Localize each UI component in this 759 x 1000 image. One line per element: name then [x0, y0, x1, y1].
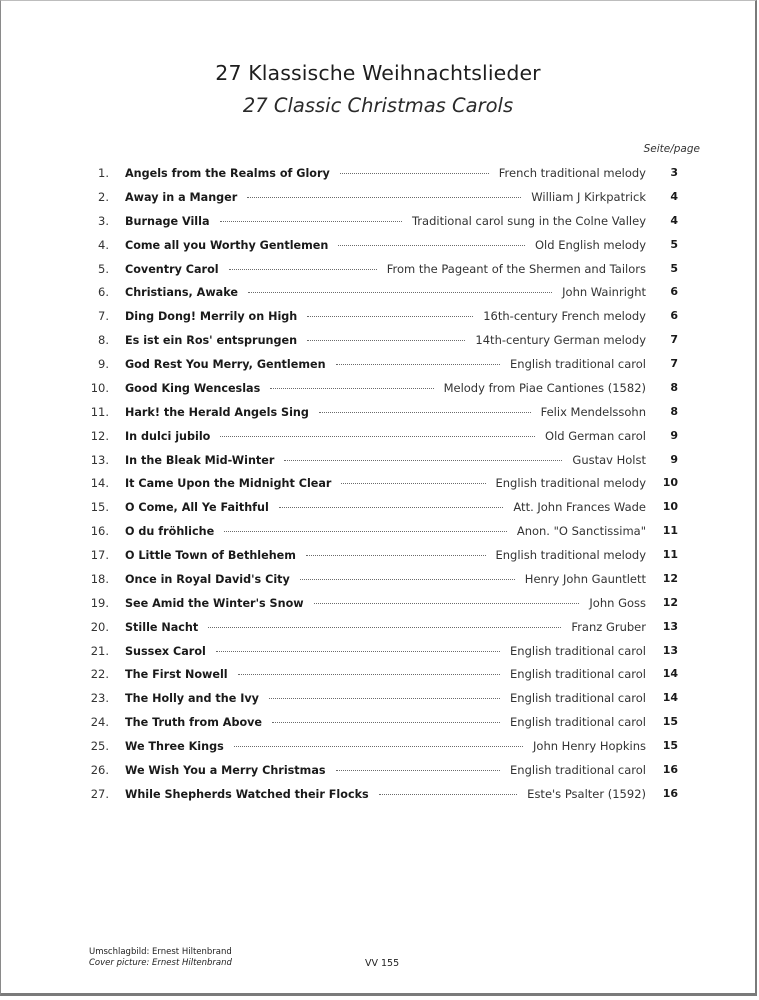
dotted-leader	[306, 541, 486, 556]
toc-entry-page[interactable]: 10	[662, 476, 678, 490]
toc-entry-composer: Melody from Piae Cantiones (1582)	[443, 380, 646, 395]
toc-entry-page[interactable]: 12	[662, 571, 678, 585]
toc-entry-number: 25.	[90, 739, 109, 754]
footer-credits	[89, 947, 232, 969]
toc-entry-composer: Henry John Gauntlett	[524, 571, 646, 586]
toc-entry-composer: John Henry Hopkins	[533, 739, 646, 754]
dotted-leader	[340, 159, 489, 174]
toc-entry[interactable]	[1, 233, 759, 257]
toc-entry-number: 13.	[90, 452, 109, 467]
toc-entry-title[interactable]: God Rest You Merry, Gentlemen	[125, 358, 326, 372]
dotted-leader	[341, 469, 485, 484]
toc-entry-number: 14.	[90, 476, 109, 491]
toc-entry-title[interactable]: It Came Upon the Midnight Clear	[125, 477, 332, 491]
dotted-leader	[224, 517, 507, 532]
toc-entry-page[interactable]: 3	[670, 166, 678, 179]
toc-entry-page[interactable]: 13	[662, 643, 678, 657]
dotted-leader	[379, 780, 518, 795]
toc-entry-composer: English traditional carol	[510, 643, 646, 658]
dotted-leader	[248, 278, 552, 293]
toc-entry-composer: English traditional carol	[510, 667, 646, 682]
toc-entry-composer: Old German carol	[545, 428, 646, 443]
dotted-leader	[238, 660, 500, 675]
toc-entry-title[interactable]: The Truth from Above	[125, 716, 263, 730]
toc-entry-title[interactable]: O Come, All Ye Faithful	[125, 501, 269, 515]
toc-entry-page[interactable]: 8	[670, 404, 678, 418]
toc-entry-title[interactable]: See Amid the Winter's Snow	[125, 596, 304, 610]
toc-entry-title[interactable]: The Holly and the Ivy	[125, 692, 259, 706]
toc-entry-page[interactable]: 6	[670, 285, 678, 299]
dotted-leader	[247, 183, 521, 198]
dotted-leader	[338, 231, 525, 246]
toc-entry[interactable]	[1, 328, 759, 352]
toc-entry[interactable]	[1, 591, 759, 615]
toc-entry-page[interactable]: 14	[662, 691, 678, 705]
toc-entry[interactable]	[1, 400, 759, 424]
page-title-german: 27 Klassische Weihnachtslieder	[215, 61, 541, 85]
toc-entry-number: 19.	[90, 595, 109, 610]
toc-entry[interactable]	[1, 710, 759, 734]
toc-entry[interactable]	[1, 543, 759, 567]
toc-entry-title[interactable]: Good King Wenceslas	[125, 381, 261, 395]
toc-entry-page[interactable]: 11	[662, 524, 678, 538]
toc-entry-composer: English traditional melody	[495, 476, 646, 491]
toc-entry-composer: English traditional carol	[510, 763, 646, 777]
dotted-leader	[300, 565, 515, 580]
dotted-leader	[229, 255, 377, 270]
toc-entry-page[interactable]: 16	[662, 763, 678, 776]
toc-entry-number: 6.	[98, 285, 109, 300]
toc-entry-page[interactable]: 4	[670, 213, 678, 227]
toc-entry-title[interactable]: O Little Town of Bethlehem	[125, 549, 296, 563]
toc-entry-composer: Este's Psalter (1592)	[527, 786, 646, 801]
toc-entry-page[interactable]: 12	[662, 595, 678, 609]
toc-entry-number: 11.	[90, 404, 109, 419]
toc-entry-title[interactable]: We Three Kings	[125, 740, 224, 754]
cover-credit-english: Cover picture: Ernest Hiltenbrand	[89, 958, 232, 968]
toc-entry-page[interactable]: 7	[670, 357, 678, 371]
toc-entry-page[interactable]: 11	[662, 548, 678, 562]
toc-entry-page[interactable]: 13	[662, 619, 678, 633]
toc-entry-number: 8.	[98, 333, 109, 348]
dotted-leader	[336, 756, 501, 771]
toc-entry-composer: Old English melody	[535, 237, 646, 252]
toc-entry-line	[125, 233, 646, 258]
toc-entry[interactable]	[1, 758, 759, 782]
toc-entry-title[interactable]: Away in a Manger	[125, 190, 238, 204]
toc-entry-title[interactable]: Coventry Carol	[125, 262, 219, 276]
toc-entry-page[interactable]: 7	[670, 333, 678, 347]
toc-entry-title[interactable]: Once in Royal David's City	[125, 572, 290, 586]
toc-entry-composer: English traditional melody	[495, 548, 646, 563]
toc-entry-composer: Gustav Holst	[572, 452, 646, 467]
toc-entry-number: 7.	[98, 309, 109, 324]
toc-entry-page[interactable]: 16	[662, 786, 678, 800]
toc-entry-composer: From the Pageant of the Shermen and Tailors	[386, 261, 646, 276]
toc-entry-number: 18.	[90, 571, 109, 586]
dotted-leader	[279, 493, 504, 508]
toc-entry-page[interactable]: 5	[670, 237, 678, 251]
toc-entry[interactable]	[1, 662, 759, 686]
dotted-leader	[216, 637, 500, 652]
toc-entry-title[interactable]: Come all you Worthy Gentlemen	[125, 238, 329, 252]
toc-entry-number: 24.	[90, 715, 109, 730]
toc-entry-title[interactable]: Es ist ein Ros' entsprungen	[125, 334, 298, 348]
toc-entry-composer: English traditional carol	[510, 691, 646, 706]
toc-entry-title[interactable]: Christians, Awake	[125, 286, 238, 300]
toc-entry-composer: Att. John Frances Wade	[513, 500, 646, 515]
toc-entry-number: 16.	[90, 524, 109, 539]
toc-entry-number: 1.	[98, 166, 109, 180]
toc-entry[interactable]	[1, 782, 759, 806]
toc-entry-composer: John Goss	[589, 595, 646, 610]
toc-entry-title[interactable]: The First Nowell	[125, 668, 228, 682]
toc-entry[interactable]	[1, 639, 759, 663]
toc-entry-title[interactable]: Stille Nacht	[125, 620, 199, 634]
toc-entry-line	[125, 782, 646, 807]
toc-entry-title[interactable]: In the Bleak Mid-Winter	[125, 453, 275, 467]
toc-entry-number: 21.	[90, 643, 109, 658]
dotted-leader	[284, 446, 562, 461]
toc-entry-page[interactable]: 4	[670, 189, 678, 203]
toc-entry-number: 26.	[90, 763, 109, 777]
toc-entry-composer: Franz Gruber	[571, 619, 646, 634]
dotted-leader	[234, 732, 523, 747]
toc-entry-page[interactable]: 9	[670, 452, 678, 466]
toc-entry-number: 2.	[98, 189, 109, 204]
toc-entry[interactable]	[1, 567, 759, 591]
dotted-leader	[336, 350, 500, 365]
toc-entry-number: 3.	[98, 213, 109, 228]
toc-entry-composer: French traditional melody	[498, 166, 646, 180]
toc-entry-title[interactable]: Burnage Villa	[125, 214, 210, 228]
toc-entry-title[interactable]: While Shepherds Watched their Flocks	[125, 787, 369, 801]
toc-entry-page[interactable]: 14	[662, 667, 678, 681]
toc-entry[interactable]	[1, 209, 759, 233]
dotted-leader	[220, 422, 535, 437]
toc-entry-composer: Felix Mendelssohn	[540, 404, 646, 419]
toc-entry-number: 10.	[90, 380, 109, 395]
toc-entry-page[interactable]: 10	[662, 500, 678, 514]
toc-entry[interactable]	[1, 448, 759, 472]
toc-entry-title[interactable]: Sussex Carol	[125, 644, 206, 658]
toc-entry-number: 15.	[90, 500, 109, 515]
page-title-english: 27 Classic Christmas Carols	[242, 94, 514, 117]
toc-entry[interactable]	[1, 471, 759, 495]
dotted-leader	[220, 207, 402, 222]
dotted-leader	[314, 589, 580, 604]
page-column-header: Seite/page	[643, 143, 700, 155]
cover-credit-german: Umschlagbild: Ernest Hiltenbrand	[89, 947, 232, 957]
dotted-leader	[307, 326, 465, 341]
catalog-number: VV 155	[365, 958, 400, 969]
toc-entry-title[interactable]: Hark! the Herald Angels Sing	[125, 405, 309, 419]
toc-entry[interactable]	[1, 304, 759, 328]
toc-entry-composer: English traditional carol	[510, 715, 646, 730]
toc-entry-number: 20.	[90, 619, 109, 634]
toc-entry-title[interactable]: In dulci jubilo	[125, 429, 211, 443]
toc-entry-number: 22.	[90, 667, 109, 682]
toc-entry-composer: Anon. "O Sanctissima"	[516, 524, 646, 539]
toc-entry[interactable]	[1, 734, 759, 758]
toc-entry-composer: Traditional carol sung in the Colne Valley	[411, 213, 646, 228]
toc-entry-page[interactable]: 15	[662, 715, 678, 729]
dotted-leader	[208, 613, 561, 628]
toc-entry-page[interactable]: 9	[670, 428, 678, 442]
dotted-leader	[270, 374, 433, 389]
toc-entry[interactable]	[1, 424, 759, 448]
toc-entry[interactable]	[1, 185, 759, 209]
toc-entry-number: 27.	[90, 786, 109, 801]
dotted-leader	[269, 684, 500, 699]
toc-entry-page[interactable]: 15	[662, 739, 678, 753]
toc-entry-composer: English traditional carol	[510, 357, 646, 372]
toc-entry-title[interactable]: We Wish You a Merry Christmas	[125, 764, 326, 777]
toc-entry-number: 4.	[98, 237, 109, 252]
toc-entry[interactable]	[1, 495, 759, 519]
toc-entry-page[interactable]: 5	[670, 261, 678, 275]
toc-entry-number: 12.	[90, 428, 109, 443]
toc-entry[interactable]	[1, 280, 759, 304]
toc-entry-composer: William J Kirkpatrick	[531, 189, 646, 204]
toc-entry-number: 23.	[90, 691, 109, 706]
dotted-leader	[272, 708, 500, 723]
toc-entry[interactable]	[1, 161, 759, 185]
toc-entry[interactable]	[1, 376, 759, 400]
toc-entry-title[interactable]: Angels from the Realms of Glory	[125, 167, 330, 180]
toc-entry-page[interactable]: 6	[670, 309, 678, 323]
toc-entry-composer: 16th-century French melody	[483, 309, 646, 324]
toc-entry[interactable]	[1, 615, 759, 639]
dotted-leader	[307, 302, 473, 317]
toc-entry-number: 9.	[98, 357, 109, 372]
toc-entry-number: 5.	[98, 261, 109, 276]
toc-entry-number: 17.	[90, 548, 109, 563]
toc-entry[interactable]	[1, 257, 759, 281]
toc-entry[interactable]	[1, 352, 759, 376]
toc-entry-composer: 14th-century German melody	[475, 333, 646, 348]
toc-entry[interactable]	[1, 519, 759, 543]
toc-entry-title[interactable]: O du fröhliche	[125, 525, 215, 539]
toc-entry-composer: John Wainright	[562, 285, 646, 300]
toc-entry-page[interactable]: 8	[670, 380, 678, 394]
dotted-leader	[319, 398, 531, 413]
toc-entry[interactable]	[1, 686, 759, 710]
toc-entry-title[interactable]: Ding Dong! Merrily on High	[125, 310, 298, 324]
